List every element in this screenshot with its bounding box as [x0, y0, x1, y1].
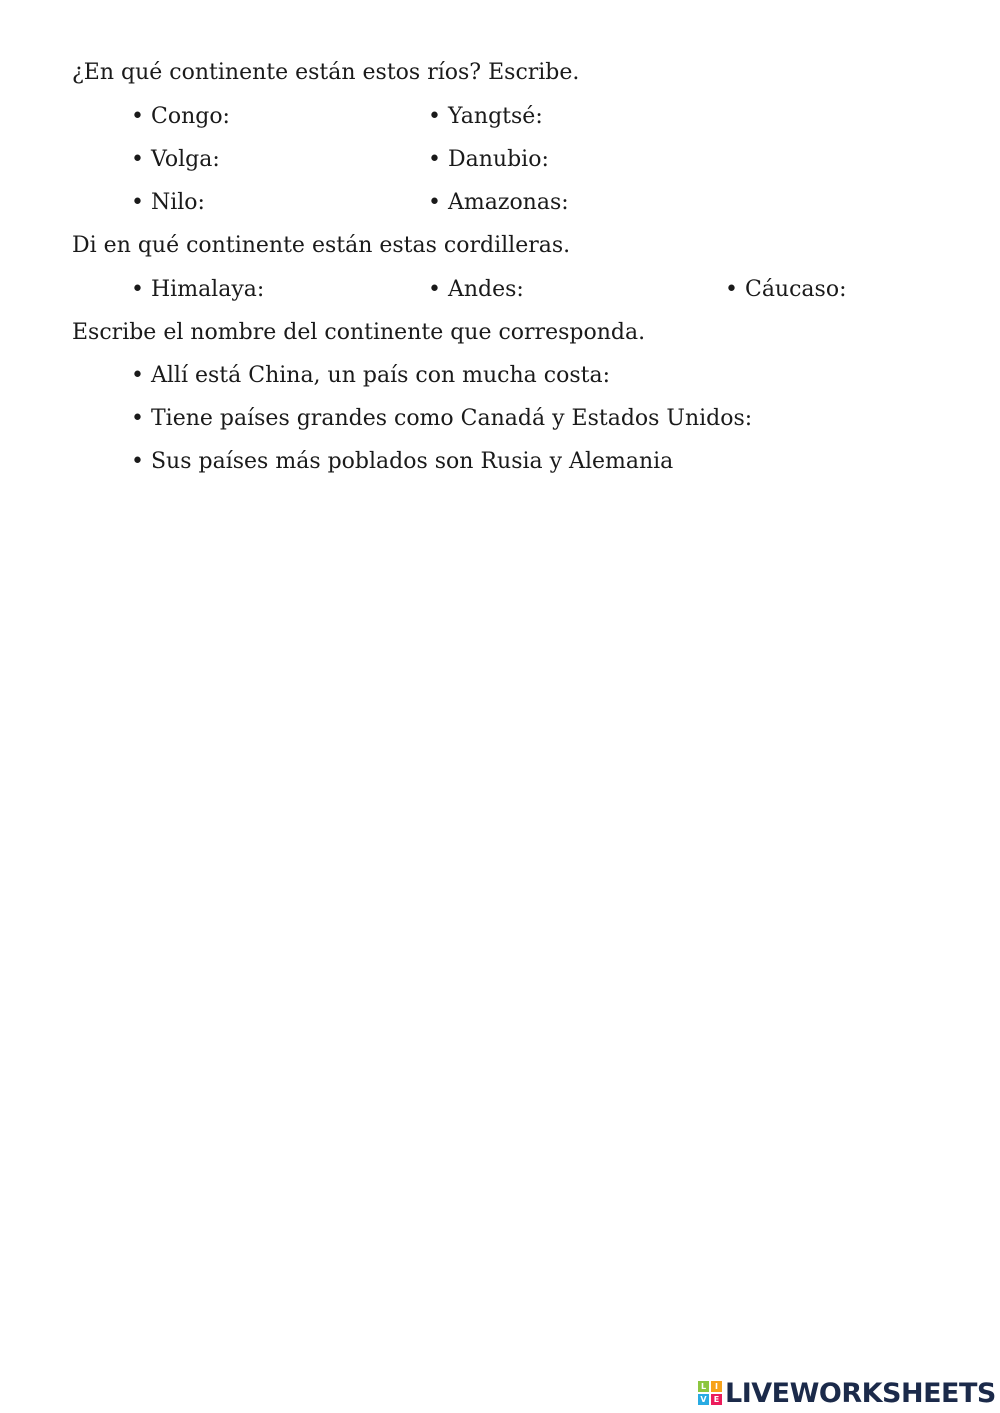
- river-danubio: • Danubio:: [428, 146, 549, 174]
- river-congo: • Congo:: [131, 103, 230, 131]
- mountain-andes: • Andes:: [428, 276, 524, 304]
- continent-clue-china: • Allí está China, un país con mucha costa:: [131, 362, 610, 390]
- continents-heading: Escribe el nombre del continente que corresponda.: [72, 320, 646, 345]
- logo-mark-icon: [698, 1381, 722, 1405]
- liveworksheets-logo[interactable]: [698, 1378, 996, 1408]
- mountain-himalaya: • Himalaya:: [131, 276, 264, 304]
- continent-clue-rusia: • Sus países más poblados son Rusia y Alemania: [131, 448, 673, 476]
- mountain-caucaso: • Cáucaso:: [725, 276, 847, 304]
- logo-text: LIVEWORKSHEETS: [725, 1377, 996, 1409]
- river-yangtse: • Yangtsé:: [428, 103, 543, 131]
- logo-letter-v: V: [698, 1394, 709, 1405]
- logo-letter-i: I: [711, 1381, 722, 1392]
- continent-clue-canada: • Tiene países grandes como Canadá y Estados Unidos:: [131, 405, 752, 433]
- river-nilo: • Nilo:: [131, 189, 205, 217]
- logo-letter-e: E: [711, 1394, 722, 1405]
- river-amazonas: • Amazonas:: [428, 189, 569, 217]
- river-volga: • Volga:: [131, 146, 220, 174]
- mountains-heading: Di en qué continente están estas cordilleras.: [72, 233, 571, 258]
- rivers-heading: ¿En qué continente están estos ríos? Escribe.: [72, 60, 580, 85]
- logo-letter-l: L: [698, 1381, 709, 1392]
